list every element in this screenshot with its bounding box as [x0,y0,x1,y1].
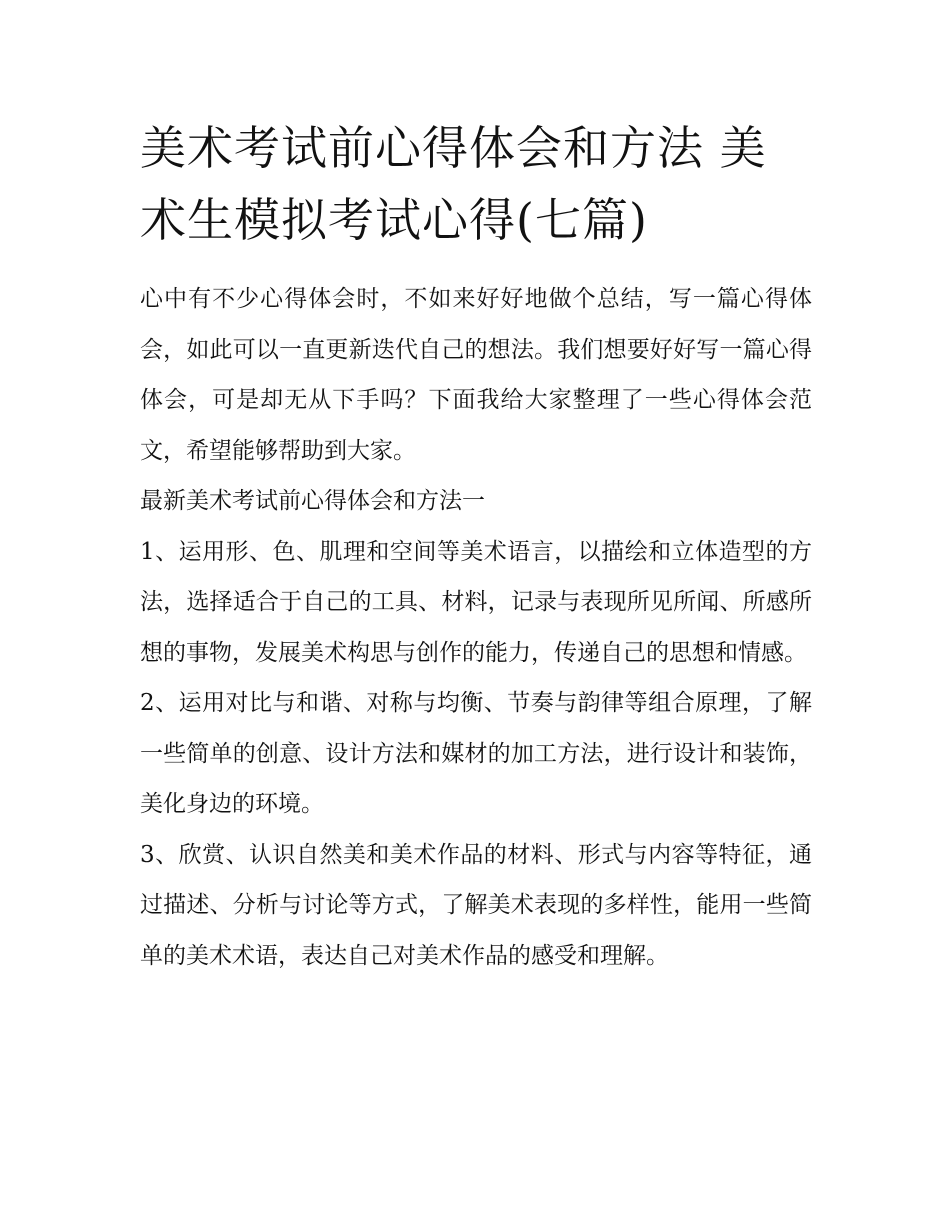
list-item-3: 3、欣赏、认识自然美和美术作品的材料、形式与内容等特征，通过描述、分析与讨论等方式，了解美术表现的多样性，能用一些简单的美术术语，表达自己对美术作品的感受和理解。 [140,841,812,969]
intro-paragraph: 心中有不少心得体会时，不如来好好地做个总结，写一篇心得体会，如此可以一直更新迭代自己的想法。我们想要好好写一篇心得体会，可是却无从下手吗？下面我给大家整理了一些心得体会范文，希望能够帮助到大家。 [140,286,812,464]
document-content [140,112,812,981]
list-item-1: 1、运用形、色、肌理和空间等美术语言，以描绘和立体造型的方法，选择适合于自己的工具、材料，记录与表现所见所闻、所感所想的事物，发展美术构思与创作的能力，传递自己的思想和情感。 [140,538,812,666]
document-title: 美术考试前心得体会和方法 美术生模拟考试心得(七篇) [140,121,767,247]
section-heading: 最新美术考试前心得体会和方法一 [140,488,485,514]
list-item-2: 2、运用对比与和谐、对称与均衡、节奏与韵律等组合原理，了解一些简单的创意、设计方法和媒材的加工方法，进行设计和装饰，美化身边的环境。 [140,690,812,817]
